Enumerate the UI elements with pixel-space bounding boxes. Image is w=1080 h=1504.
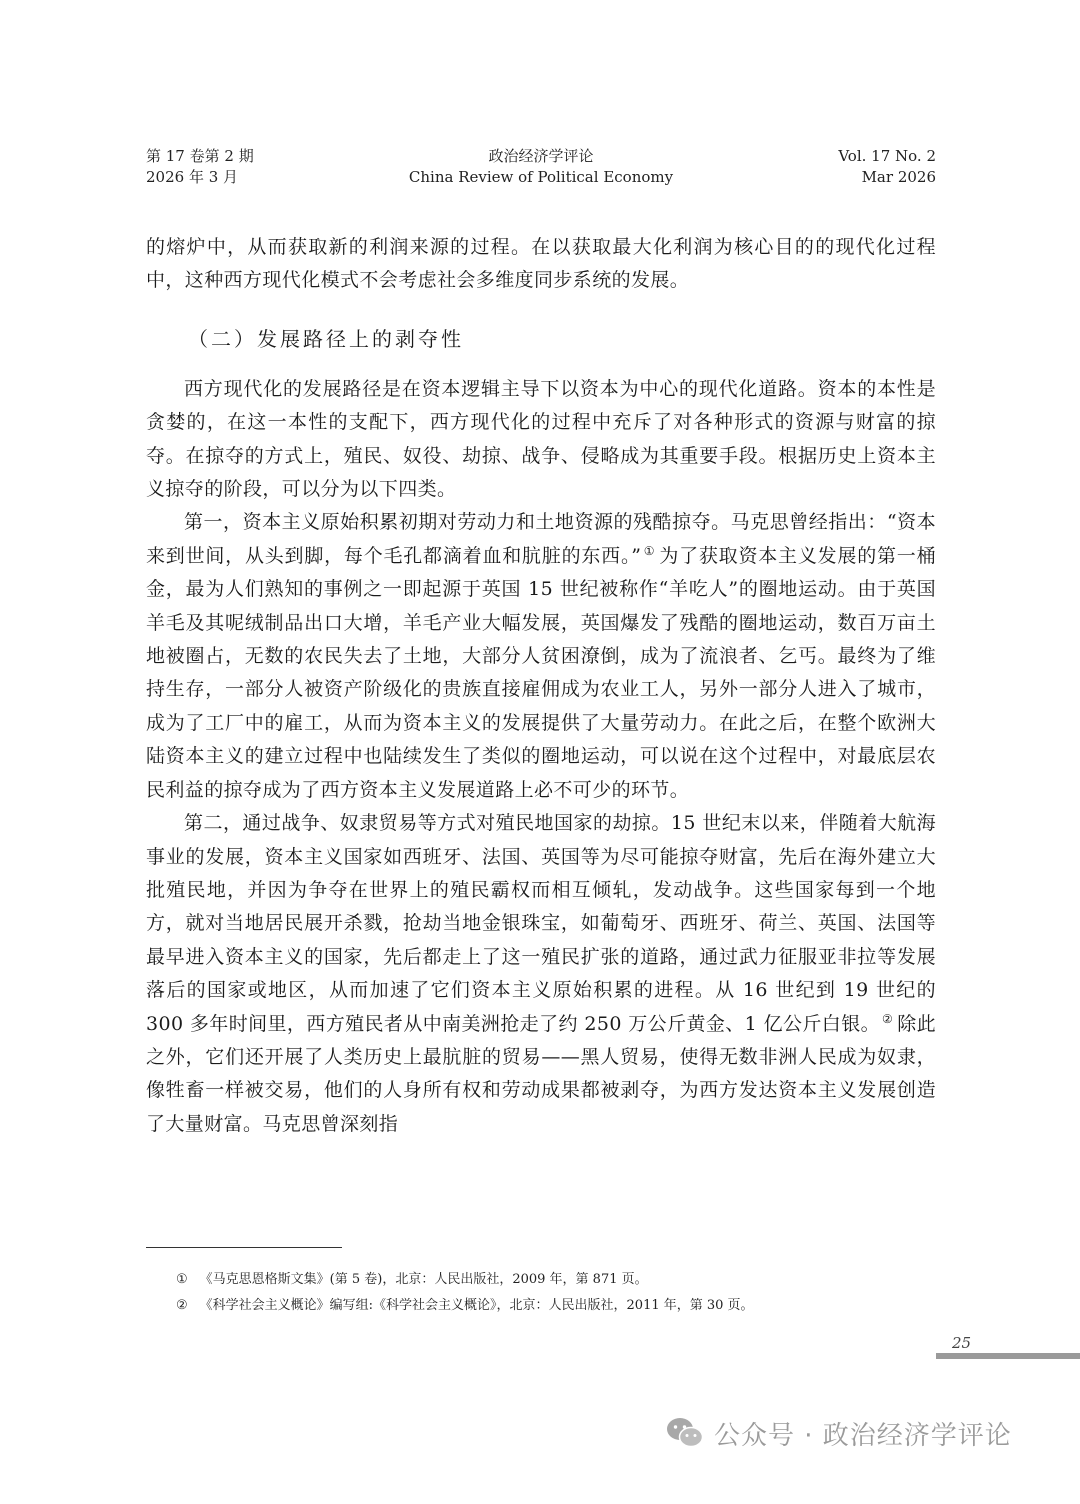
- wechat-icon: [666, 1416, 704, 1450]
- page-number-bar: [936, 1353, 1080, 1359]
- paragraph-first: [146, 506, 936, 807]
- footnote-divider: [146, 1247, 342, 1248]
- header-volume-en: Vol. 17 No. 2: [838, 147, 936, 165]
- page-number: 25: [952, 1334, 972, 1352]
- watermark-text: 公众号 · 政治经济学评论: [714, 1420, 1012, 1451]
- footnote-ref-2[interactable]: ②: [882, 1011, 894, 1026]
- header-volume: 第 17 卷第 2 期: [146, 147, 254, 165]
- section-heading: （二）发展路径上的剥夺性: [188, 326, 464, 351]
- footnote-text: 《马克思恩格斯文集》(第 5 卷)，北京：人民出版社，2009 年，第 871 页。: [199, 1272, 648, 1287]
- paragraph-second-text-a: 第二，通过战争、奴隶贸易等方式对殖民地国家的劫掠。15 世纪末以来，伴随着大航海事业的发展，资本主义国家如西班牙、法国、英国等为尽可能掠夺财富，先后在海外建立大批殖民地，并因为争夺在世界上的殖民霸权而相互倾轧，发动战争。这些国家每到一个地方，就对当地居民展开杀戮，抢劫当地金银珠宝，如葡萄牙、西班牙、荷兰、英国、法国等最早进入资本主义的国家，先后都走上了这一殖民扩张的道路，通过武力征服亚非拉等发展落后的国家或地区，从而加速了它们资本主义原始积累的进程。从 16 世纪到 19 世纪的 300 多年时间里，西方殖民者从中南美洲抢走了约 250 万公斤黄金、1 亿公斤白银。: [146, 812, 936, 1035]
- header-center: [146, 146, 936, 188]
- article-body: [146, 231, 936, 1141]
- header-date: 2026 年 3 月: [146, 168, 239, 186]
- header-date-en: Mar 2026: [861, 168, 936, 186]
- paragraph-second: [146, 807, 936, 1141]
- watermark: [666, 1411, 1012, 1455]
- page-header: [146, 146, 936, 190]
- footnote-mark: ①: [176, 1272, 188, 1287]
- paragraph-first-text-b: 为了获取资本主义发展的第一桶金，最为人们熟知的事例之一即起源于英国 15 世纪被称作“羊吃人”的圈地运动。由于英国羊毛及其呢绒制品出口大增，羊毛产业大幅发展，英国爆发了残酷的圈地运动，数百万亩土地被圈占，无数的农民失去了土地，大部分人贫困潦倒，成为了流浪者、乞丐。最终为了维持生存，一部分人被资产阶级化的贵族直接雇佣成为农业工人，另外一部分人进入了城市，成为了工厂中的雇工，从而为资本主义的发展提供了大量劳动力。在此之后，在整个欧洲大陆资本主义的建立过程中也陆续发生了类似的圈地运动，可以说在这个过程中，对最底层农民利益的掠夺成为了西方资本主义发展道路上必不可少的环节。: [146, 544, 936, 801]
- footnotes: [176, 1267, 936, 1319]
- footnote-text: 《科学社会主义概论》编写组:《科学社会主义概论》，北京：人民出版社，2011 年，第 30 页。: [199, 1298, 754, 1313]
- footnote-item: [176, 1293, 936, 1319]
- paragraph-first-text-a: 第一，资本主义原始积累初期对劳动力和土地资源的残酷掠夺。马克思曾经指出：“资本来到世间，从头到脚，每个毛孔都滴着血和肮脏的东西。”: [146, 511, 936, 567]
- paragraph-second-text-b: 除此之外，它们还开展了人类历史上最肮脏的贸易——黑人贸易，使得无数非洲人民成为奴隶，像牲畜一样被交易，他们的人身所有权和劳动成果都被剥夺，为西方发达资本主义发展创造了大量财富。马克思曾深刻指: [146, 1012, 936, 1135]
- footnote-ref-1[interactable]: ①: [643, 543, 656, 558]
- header-journal-en: China Review of Political Economy: [408, 168, 674, 186]
- footnote-mark: ②: [176, 1298, 188, 1313]
- footnote-item: [176, 1267, 936, 1293]
- header-right: [838, 146, 936, 188]
- paragraph-intro: 西方现代化的发展路径是在资本逻辑主导下以资本为中心的现代化道路。资本的本性是贪婪的，在这一本性的支配下，西方现代化的过程中充斥了对各种形式的资源与财富的掠夺。在掠夺的方式上，殖民、奴役、劫掠、战争、侵略成为其重要手段。根据历史上资本主义掠夺的阶段，可以分为以下四类。: [146, 377, 936, 501]
- paragraph-continued: 的熔炉中，从而获取新的利润来源的过程。在以获取最大化利润为核心目的的现代化过程中，这种西方现代化模式不会考虑社会多维度同步系统的发展。: [146, 236, 936, 292]
- header-journal-cn: 政治经济学评论: [488, 147, 594, 165]
